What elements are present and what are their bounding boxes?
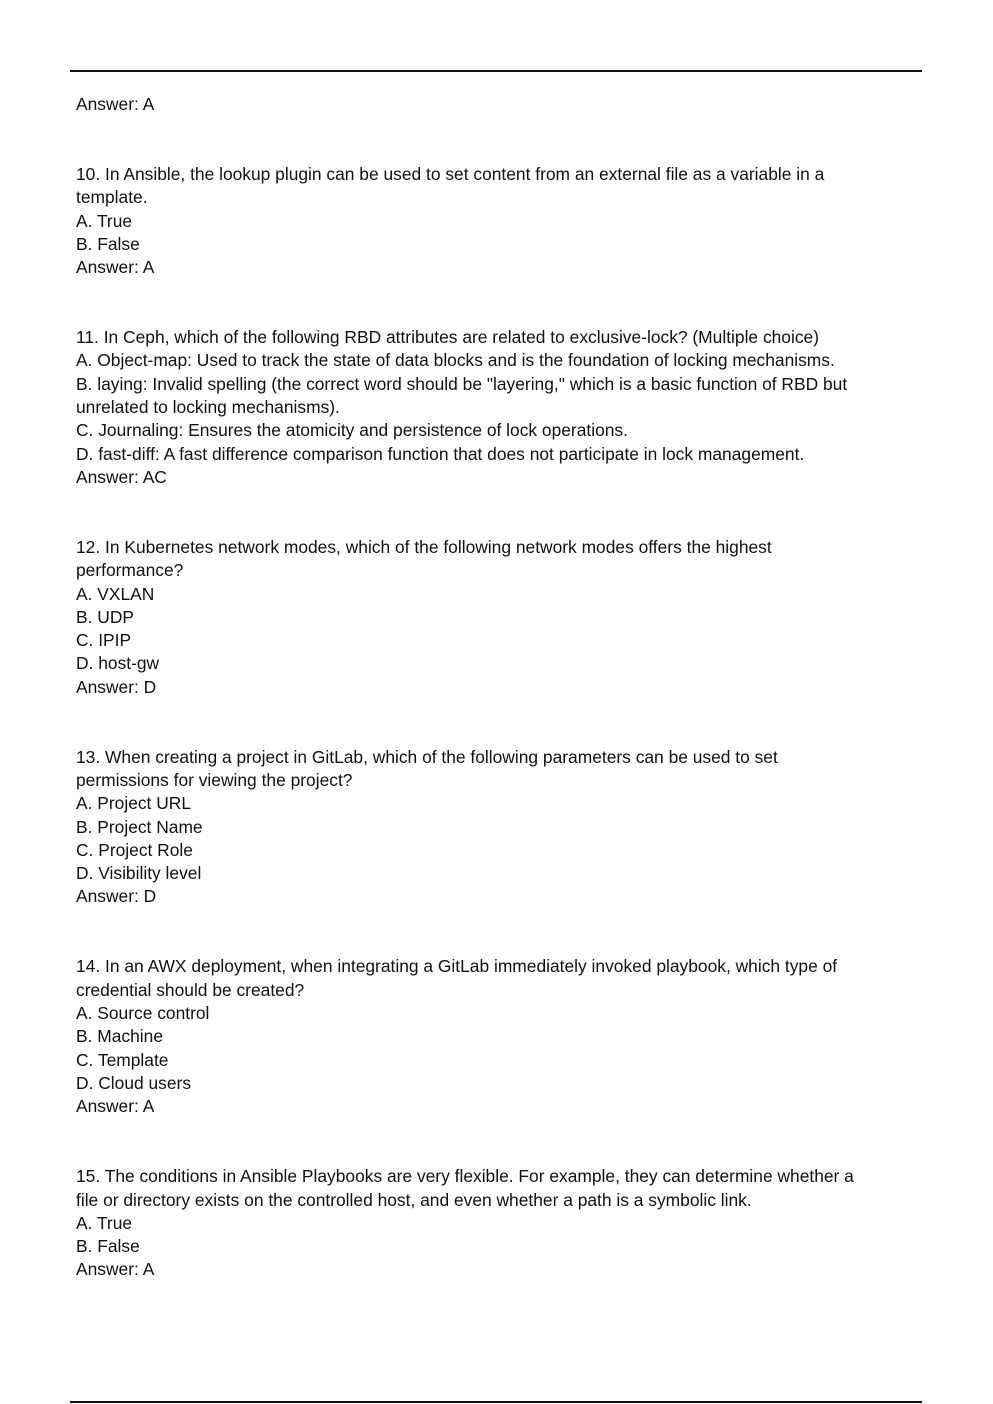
option: B. Machine xyxy=(76,1026,163,1047)
option: C. Project Role xyxy=(76,839,193,860)
option: A. Source control xyxy=(76,1003,210,1024)
option: A. True xyxy=(76,1212,133,1233)
answer: Answer: D xyxy=(76,886,157,907)
question-text: 10. In Ansible, the lookup plugin can be used to set content from an external file as a variable in a xyxy=(76,163,825,184)
question-11 xyxy=(76,326,921,489)
option: B. UDP xyxy=(76,606,134,627)
option: B. Project Name xyxy=(76,816,203,837)
question-text: 15. The conditions in Ansible Playbooks are very flexible. For example, they can determine whether a xyxy=(76,1166,854,1187)
option: C. Template xyxy=(76,1049,169,1070)
option: C. Journaling: Ensures the atomicity and persistence of lock operations. xyxy=(76,420,628,441)
question-text: 12. In Kubernetes network modes, which of the following network modes offers the highest xyxy=(76,536,772,557)
option: A. Project URL xyxy=(76,793,192,814)
question-text: 11. In Ceph, which of the following RBD attributes are related to exclusive-lock? (Multiple choice) xyxy=(76,327,819,348)
question-14 xyxy=(76,955,921,1118)
option: B. laying: Invalid spelling (the correct word should be "layering," which is a basic function of RBD but xyxy=(76,373,848,394)
option: B. False xyxy=(76,1236,140,1257)
option: A. True xyxy=(76,210,133,231)
question-text: performance? xyxy=(76,560,184,581)
question-13 xyxy=(76,746,921,909)
option: D. Visibility level xyxy=(76,863,202,884)
question-12 xyxy=(76,536,921,699)
question-15 xyxy=(76,1165,921,1281)
option: C. IPIP xyxy=(76,630,132,651)
answer: Answer: A xyxy=(76,1096,155,1117)
answer: Answer: A xyxy=(76,1259,155,1280)
option: A. VXLAN xyxy=(76,583,155,604)
previous-answer: Answer: A xyxy=(76,94,155,114)
answer: Answer: A xyxy=(76,257,155,278)
option: unrelated to locking mechanisms). xyxy=(76,397,340,418)
option: A. Object-map: Used to track the state of data blocks and is the foundation of locking mechanisms. xyxy=(76,350,835,371)
answer: Answer: AC xyxy=(76,466,167,487)
question-text: credential should be created? xyxy=(76,979,305,1000)
page-content xyxy=(76,93,921,1282)
question-text: template. xyxy=(76,187,148,208)
option: B. False xyxy=(76,233,140,254)
option: D. Cloud users xyxy=(76,1072,192,1093)
question-text: 13. When creating a project in GitLab, which of the following parameters can be used to set xyxy=(76,746,778,767)
answer: Answer: D xyxy=(76,676,157,697)
header-rule xyxy=(70,70,922,72)
question-text: file or directory exists on the controlled host, and even whether a path is a symbolic link. xyxy=(76,1189,752,1210)
question-text: 14. In an AWX deployment, when integrating a GitLab immediately invoked playbook, which type of xyxy=(76,956,838,977)
option: D. host-gw xyxy=(76,653,160,674)
question-10 xyxy=(76,163,921,279)
question-text: permissions for viewing the project? xyxy=(76,769,353,790)
footer-rule xyxy=(70,1401,922,1403)
option: D. fast-diff: A fast difference comparison function that does not participate in lock management. xyxy=(76,443,805,464)
